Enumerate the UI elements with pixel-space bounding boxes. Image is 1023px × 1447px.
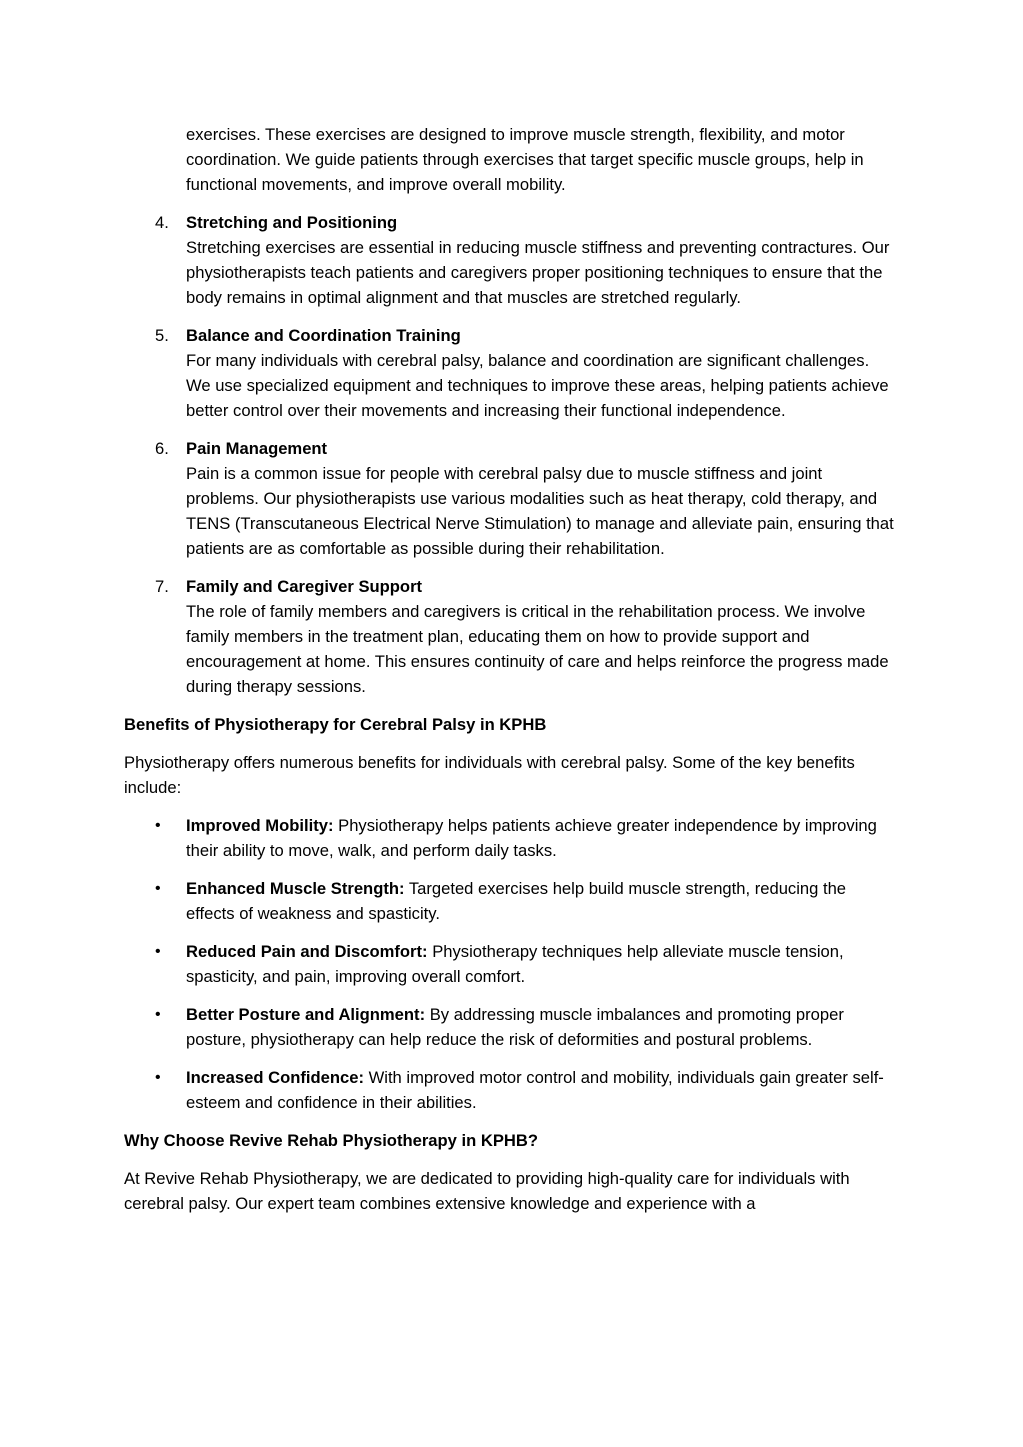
list-item-text: The role of family members and caregivers is critical in the rehabilitation process. We involve family members in the treatment plan, educating them on how to provide support and encouragement at home. This ensures continuity of care and helps reinforce the progress made during therapy sessions. (186, 602, 889, 696)
benefit-label: Enhanced Muscle Strength: (186, 879, 405, 898)
list-item-title: Balance and Coordination Training (186, 326, 461, 345)
list-item (124, 939, 894, 989)
list-item-text: Stretching exercises are essential in reducing muscle stiffness and preventing contractures. Our physiotherapists teach patients and caregivers proper positioning techniques to ensure that the body remains in optimal alignment and that muscles are stretched regularly. (186, 238, 890, 307)
numbered-list (124, 210, 894, 699)
list-number: 7. (155, 577, 169, 596)
list-number: 5. (155, 326, 169, 345)
document-page (124, 122, 894, 1216)
intro-continuation: exercises. These exercises are designed to improve muscle strength, flexibility, and motor coordination. We guide patients through exercises that target specific muscle groups, help in functional movements, and improve overall mobility. (186, 125, 864, 194)
list-item (124, 210, 894, 310)
list-item-text: For many individuals with cerebral palsy, balance and coordination are significant challenges. We use specialized equipment and techniques to improve these areas, helping patients achieve better control over their movements and increasing their functional independence. (186, 351, 889, 420)
benefit-text: With improved motor control and mobility, individuals gain greater self-esteem and confidence in their abilities. (186, 1068, 884, 1112)
list-item-title: Pain Management (186, 439, 328, 458)
list-number: 4. (155, 213, 169, 232)
benefit-label: Reduced Pain and Discomfort: (186, 942, 428, 961)
bullet-icon: • (155, 880, 161, 897)
list-item (124, 813, 894, 863)
benefit-text: By addressing muscle imbalances and promoting proper posture, physiotherapy can help reduce the risk of deformities and postural problems. (186, 1005, 844, 1049)
benefit-text: Targeted exercises help build muscle strength, reducing the effects of weakness and spasticity. (186, 879, 847, 923)
benefit-label: Better Posture and Alignment: (186, 1005, 426, 1024)
list-item (124, 1065, 894, 1115)
list-item-title: Family and Caregiver Support (186, 577, 423, 596)
list-item (124, 876, 894, 926)
list-item (124, 574, 894, 699)
list-number: 6. (155, 439, 169, 458)
list-item-text: Pain is a common issue for people with cerebral palsy due to muscle stiffness and joint problems. Our physiotherapists use various modalities such as heat therapy, cold therapy, and TENS (Transcutaneous Electrical Nerve Stimulation) to manage and alleviate pain, ensuring that patients are as comfortable as possible during their rehabilitation. (186, 464, 894, 558)
benefit-text: Physiotherapy techniques help alleviate muscle tension, spasticity, and pain, improving overall comfort. (186, 942, 844, 986)
benefit-text: Physiotherapy helps patients achieve greater independence by improving their ability to move, walk, and perform daily tasks. (186, 816, 877, 860)
list-item (124, 436, 894, 561)
benefits-list (124, 813, 894, 1115)
why-text: At Revive Rehab Physiotherapy, we are dedicated to providing high-quality care for individuals with cerebral palsy. Our expert team combines extensive knowledge and experience with a (124, 1169, 850, 1213)
bullet-icon: • (155, 1069, 161, 1086)
bullet-icon: • (155, 817, 161, 834)
benefit-label: Increased Confidence: (186, 1068, 364, 1087)
list-item (124, 323, 894, 423)
list-item-title: Stretching and Positioning (186, 213, 398, 232)
bullet-icon: • (155, 943, 161, 960)
benefit-label: Improved Mobility: (186, 816, 334, 835)
bullet-icon: • (155, 1006, 161, 1023)
benefits-heading: Benefits of Physiotherapy for Cerebral Palsy in KPHB (124, 715, 547, 734)
benefits-intro: Physiotherapy offers numerous benefits for individuals with cerebral palsy. Some of the key benefits include: (124, 753, 855, 797)
list-item (124, 1002, 894, 1052)
why-heading: Why Choose Revive Rehab Physiotherapy in KPHB? (124, 1131, 539, 1150)
